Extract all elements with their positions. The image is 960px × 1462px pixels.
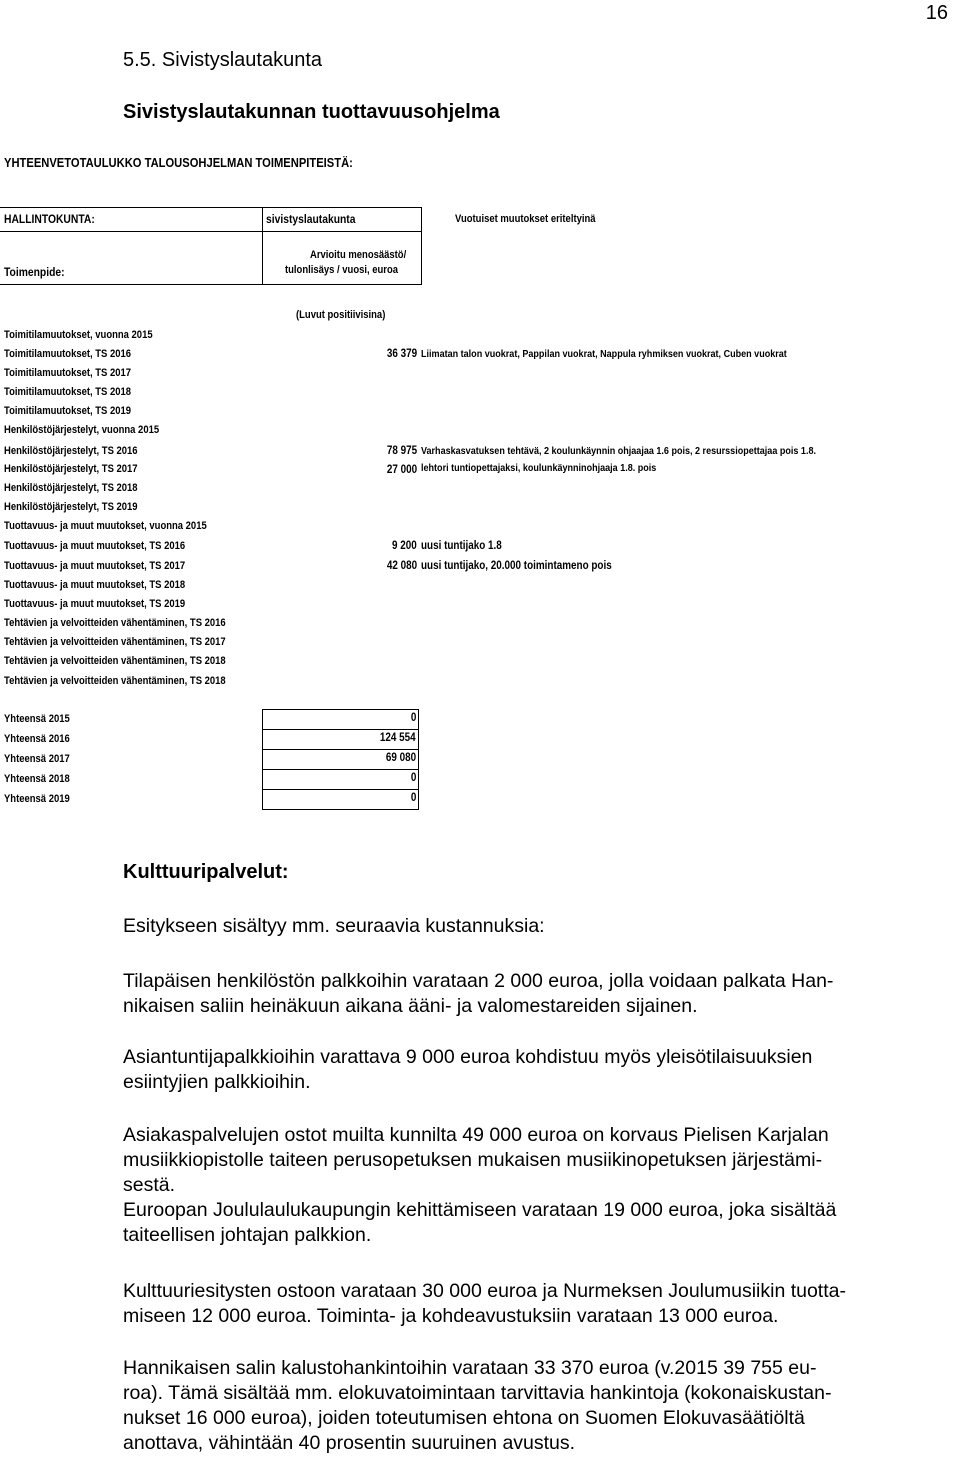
totals-box xyxy=(262,709,419,810)
paragraph-line: nukset 16 000 euroa), joiden toteutumisen ehtona on Suomen Elokuvasäätiöltä xyxy=(123,1407,805,1429)
row-label: Tehtävien ja velvoitteiden vähentäminen, TS 2018 xyxy=(4,675,226,687)
paragraph-line: anottava, vähintään 40 prosentin suuruinen avustus. xyxy=(123,1432,576,1454)
positive-note: (Luvut positiivisina) xyxy=(296,309,386,321)
total-cell xyxy=(263,730,418,750)
total-value: 0 xyxy=(410,792,416,804)
row-note: uusi tuntijako, 20.000 toimintameno pois xyxy=(421,560,612,572)
header-bottom-line xyxy=(0,284,422,285)
paragraph-line: Esitykseen sisältyy mm. seuraavia kustannuksia: xyxy=(123,915,545,937)
total-label: Yhteensä 2016 xyxy=(4,733,70,745)
row-label: Toimitilamuutokset, TS 2017 xyxy=(4,367,132,379)
paragraph-line: Asiantuntijapalkkioihin varattava 9 000 euroa kohdistuu myös yleisötilaisuuksien xyxy=(123,1046,813,1068)
total-cell xyxy=(263,750,418,770)
paragraph-1 xyxy=(123,969,953,1019)
row-label: Toimitilamuutokset, TS 2016 xyxy=(4,348,132,360)
changes-label: Vuotuiset muutokset eriteltyinä xyxy=(455,213,596,225)
header-col-divider xyxy=(262,207,263,285)
page-number: 16 xyxy=(925,2,948,24)
total-value: 0 xyxy=(410,772,416,784)
row-note: lehtori tuntiopettajaksi, koulunkäynninohjaaja 1.8. pois xyxy=(421,462,657,474)
header-top-line xyxy=(0,207,422,208)
row-label: Henkilöstöjärjestelyt, TS 2019 xyxy=(4,501,138,513)
row-value: 27 000 xyxy=(386,464,417,476)
kulttuuri-intro xyxy=(123,914,953,939)
header-right-edge xyxy=(421,207,422,285)
section-title: 5.5. Sivistyslautakunta xyxy=(123,49,322,71)
paragraph-4 xyxy=(123,1279,953,1329)
row-label: Tehtävien ja velvoitteiden vähentäminen, TS 2017 xyxy=(4,636,226,648)
paragraph-line: musiikkiopistolle taiteen perusopetuksen mukaisen musiikinopetuksen järjestämi- xyxy=(123,1149,823,1171)
paragraph-line: sestä. xyxy=(123,1174,176,1196)
row-value: 42 080 xyxy=(386,560,417,572)
summary-heading: YHTEENVETOTAULUKKO TALOUSOHJELMAN TOIMENPITEISTÄ: xyxy=(4,155,353,170)
estimate-line-2: tulonlisäys / vuosi, euroa xyxy=(285,264,399,276)
paragraph-2 xyxy=(123,1045,953,1095)
row-label: Toimitilamuutokset, TS 2018 xyxy=(4,386,132,398)
row-label: Tehtävien ja velvoitteiden vähentäminen, TS 2018 xyxy=(4,655,226,667)
total-value: 69 080 xyxy=(385,752,416,764)
paragraph-line: miseen 12 000 euroa. Toiminta- ja kohdeavustuksiin varataan 13 000 euroa. xyxy=(123,1305,779,1327)
row-label: Toimitilamuutokset, TS 2019 xyxy=(4,405,132,417)
paragraph-line: Kulttuuriesitysten ostoon varataan 30 000 euroa ja Nurmeksen Joulumusiikin tuotta- xyxy=(123,1280,846,1302)
paragraph-line: Asiakaspalvelujen ostot muilta kunnilta 49 000 euroa on korvaus Pielisen Karjalan xyxy=(123,1124,829,1146)
row-label: Tuottavuus- ja muut muutokset, TS 2018 xyxy=(4,579,186,591)
estimate-line-1: Arvioitu menosäästö/ xyxy=(310,249,407,261)
row-label: Henkilöstöjärjestelyt, TS 2017 xyxy=(4,463,138,475)
kulttuuri-title: Kulttuuripalvelut: xyxy=(123,861,289,883)
paragraph-line: Tilapäisen henkilöstön palkkoihin varataan 2 000 euroa, jolla voidaan palkata Han- xyxy=(123,970,834,992)
paragraph-3 xyxy=(123,1123,953,1248)
total-value: 0 xyxy=(410,712,416,724)
total-label: Yhteensä 2015 xyxy=(4,713,70,725)
paragraph-line: esiintyjien palkkioihin. xyxy=(123,1071,311,1093)
toimenpide-label: Toimenpide: xyxy=(4,265,65,279)
row-label: Tuottavuus- ja muut muutokset, TS 2016 xyxy=(4,540,186,552)
paragraph-line: nikaisen saliin heinäkuun aikana ääni- ja valomestareiden sijainen. xyxy=(123,995,698,1017)
total-cell xyxy=(263,790,418,809)
row-note: Liimatan talon vuokrat, Pappilan vuokrat, Nappula ryhmiksen vuokrat, Cuben vuokrat xyxy=(421,348,787,360)
row-note: uusi tuntijako 1.8 xyxy=(421,540,502,552)
row-value: 9 200 xyxy=(392,540,417,552)
row-label: Henkilöstöjärjestelyt, TS 2018 xyxy=(4,482,138,494)
row-value: 78 975 xyxy=(386,445,417,457)
total-label: Yhteensä 2017 xyxy=(4,753,70,765)
row-label: Tehtävien ja velvoitteiden vähentäminen, TS 2016 xyxy=(4,617,226,629)
hallintokunta-label: HALLINTOKUNTA: xyxy=(4,212,95,226)
total-label: Yhteensä 2019 xyxy=(4,793,70,805)
row-label: Tuottavuus- ja muut muutokset, TS 2019 xyxy=(4,598,186,610)
hallintokunta-value: sivistyslautakunta xyxy=(266,212,356,226)
row-note: Varhaskasvatuksen tehtävä, 2 koulunkäynnin ohjaajaa 1.6 pois, 2 resurssiopettajaa pois 1.8. xyxy=(421,445,816,457)
total-cell xyxy=(263,770,418,790)
paragraph-line: taiteellisen johtajan palkkion. xyxy=(123,1224,372,1246)
total-value: 124 554 xyxy=(380,732,416,744)
paragraph-line: Euroopan Joululaulukaupungin kehittämiseen varataan 19 000 euroa, joka sisältää xyxy=(123,1199,837,1221)
total-label: Yhteensä 2018 xyxy=(4,773,70,785)
paragraph-line: Hannikaisen salin kalustohankintoihin varataan 33 370 euroa (v.2015 39 755 eu- xyxy=(123,1357,817,1379)
row-label: Tuottavuus- ja muut muutokset, TS 2017 xyxy=(4,560,186,572)
row-label: Henkilöstöjärjestelyt, TS 2016 xyxy=(4,445,138,457)
row-label: Toimitilamuutokset, vuonna 2015 xyxy=(4,329,153,341)
total-cell xyxy=(263,710,418,730)
paragraph-line: roa). Tämä sisältää mm. elokuvatoimintaan tarvittavia hankintoja (kokonaiskustan- xyxy=(123,1382,832,1404)
document-title: Sivistyslautakunnan tuottavuusohjelma xyxy=(123,101,500,123)
row-value: 36 379 xyxy=(386,348,417,360)
header-mid-line xyxy=(0,231,422,232)
row-label: Henkilöstöjärjestelyt, vuonna 2015 xyxy=(4,424,160,436)
row-label: Tuottavuus- ja muut muutokset, vuonna 2015 xyxy=(4,520,207,532)
paragraph-5 xyxy=(123,1356,953,1456)
